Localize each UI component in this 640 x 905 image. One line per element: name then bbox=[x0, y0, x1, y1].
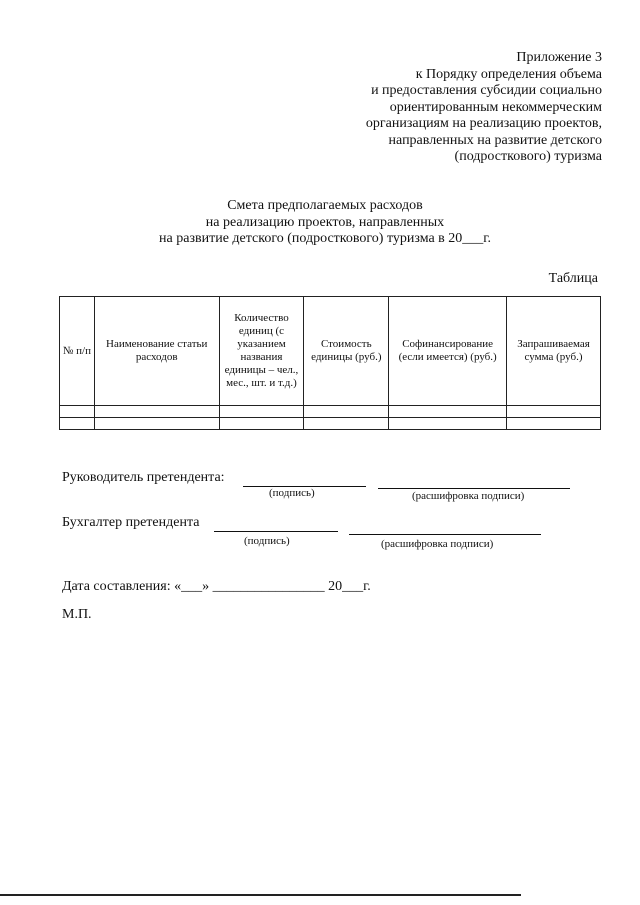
appendix-line: направленных на развитие детского bbox=[388, 132, 602, 148]
budget-table bbox=[59, 296, 601, 430]
table-cell[interactable] bbox=[389, 406, 507, 418]
table-cell[interactable] bbox=[507, 406, 601, 418]
accountant-decoding-caption: (расшифровка подписи) bbox=[381, 538, 494, 550]
header-unit-cost: Стоимость единицы (руб.) bbox=[304, 297, 389, 406]
table-row bbox=[60, 406, 601, 418]
appendix-line: организациям на реализацию проектов, bbox=[365, 116, 602, 131]
head-decoding-caption: (расшифровка подписи) bbox=[412, 490, 525, 502]
table-row bbox=[60, 418, 601, 430]
accountant-signature-caption: (подпись) bbox=[244, 535, 290, 547]
table-cell[interactable] bbox=[219, 418, 304, 430]
table-cell[interactable] bbox=[304, 406, 389, 418]
header-requested-amount: Запрашиваемая сумма (руб.) bbox=[507, 297, 601, 406]
header-number: № п/п bbox=[60, 297, 95, 406]
header-quantity: Количество единиц (с указанием названия единицы – чел., мес., шт. и т.д.) bbox=[219, 297, 304, 406]
table-cell[interactable] bbox=[60, 406, 95, 418]
head-decoding-line[interactable] bbox=[378, 488, 570, 489]
document-title bbox=[0, 198, 640, 248]
accountant-decoding-line[interactable] bbox=[349, 534, 541, 535]
table-cell[interactable] bbox=[507, 418, 601, 430]
accountant-signature-label: Бухгалтер претендента bbox=[62, 515, 200, 530]
compilation-date: Дата составления: «___» ________________ 20___г. bbox=[62, 579, 371, 594]
table-label: Таблица bbox=[548, 271, 598, 286]
title-line: Смета предполагаемых расходов bbox=[227, 198, 423, 213]
appendix-line: (подросткового) туризма bbox=[454, 149, 602, 164]
table-cell[interactable] bbox=[60, 418, 95, 430]
header-cofinancing: Софинансирование (если имеется) (руб.) bbox=[389, 297, 507, 406]
table-cell[interactable] bbox=[94, 418, 219, 430]
appendix-line: и предоставления субсидии социально bbox=[371, 83, 602, 98]
title-line: на реализацию проектов, направленных bbox=[205, 214, 445, 230]
appendix-line: к Порядку определения объема bbox=[415, 66, 602, 82]
head-signature-caption: (подпись) bbox=[269, 487, 315, 499]
table-cell[interactable] bbox=[219, 406, 304, 418]
appendix-block bbox=[366, 50, 602, 166]
stamp-place: М.П. bbox=[62, 607, 92, 622]
header-item-name: Наименование статьи расходов bbox=[94, 297, 219, 406]
table-cell[interactable] bbox=[304, 418, 389, 430]
footer-divider bbox=[0, 894, 521, 896]
table-header-row bbox=[60, 297, 601, 406]
title-line: на развитие детского (подросткового) туризма в 20___г. bbox=[159, 231, 491, 246]
table-cell[interactable] bbox=[389, 418, 507, 430]
head-signature-label: Руководитель претендента: bbox=[62, 470, 225, 485]
table-cell[interactable] bbox=[94, 406, 219, 418]
appendix-line: ориентированным некоммерческим bbox=[389, 99, 602, 115]
appendix-line: Приложение 3 bbox=[516, 50, 602, 65]
accountant-signature-line[interactable] bbox=[214, 531, 338, 532]
